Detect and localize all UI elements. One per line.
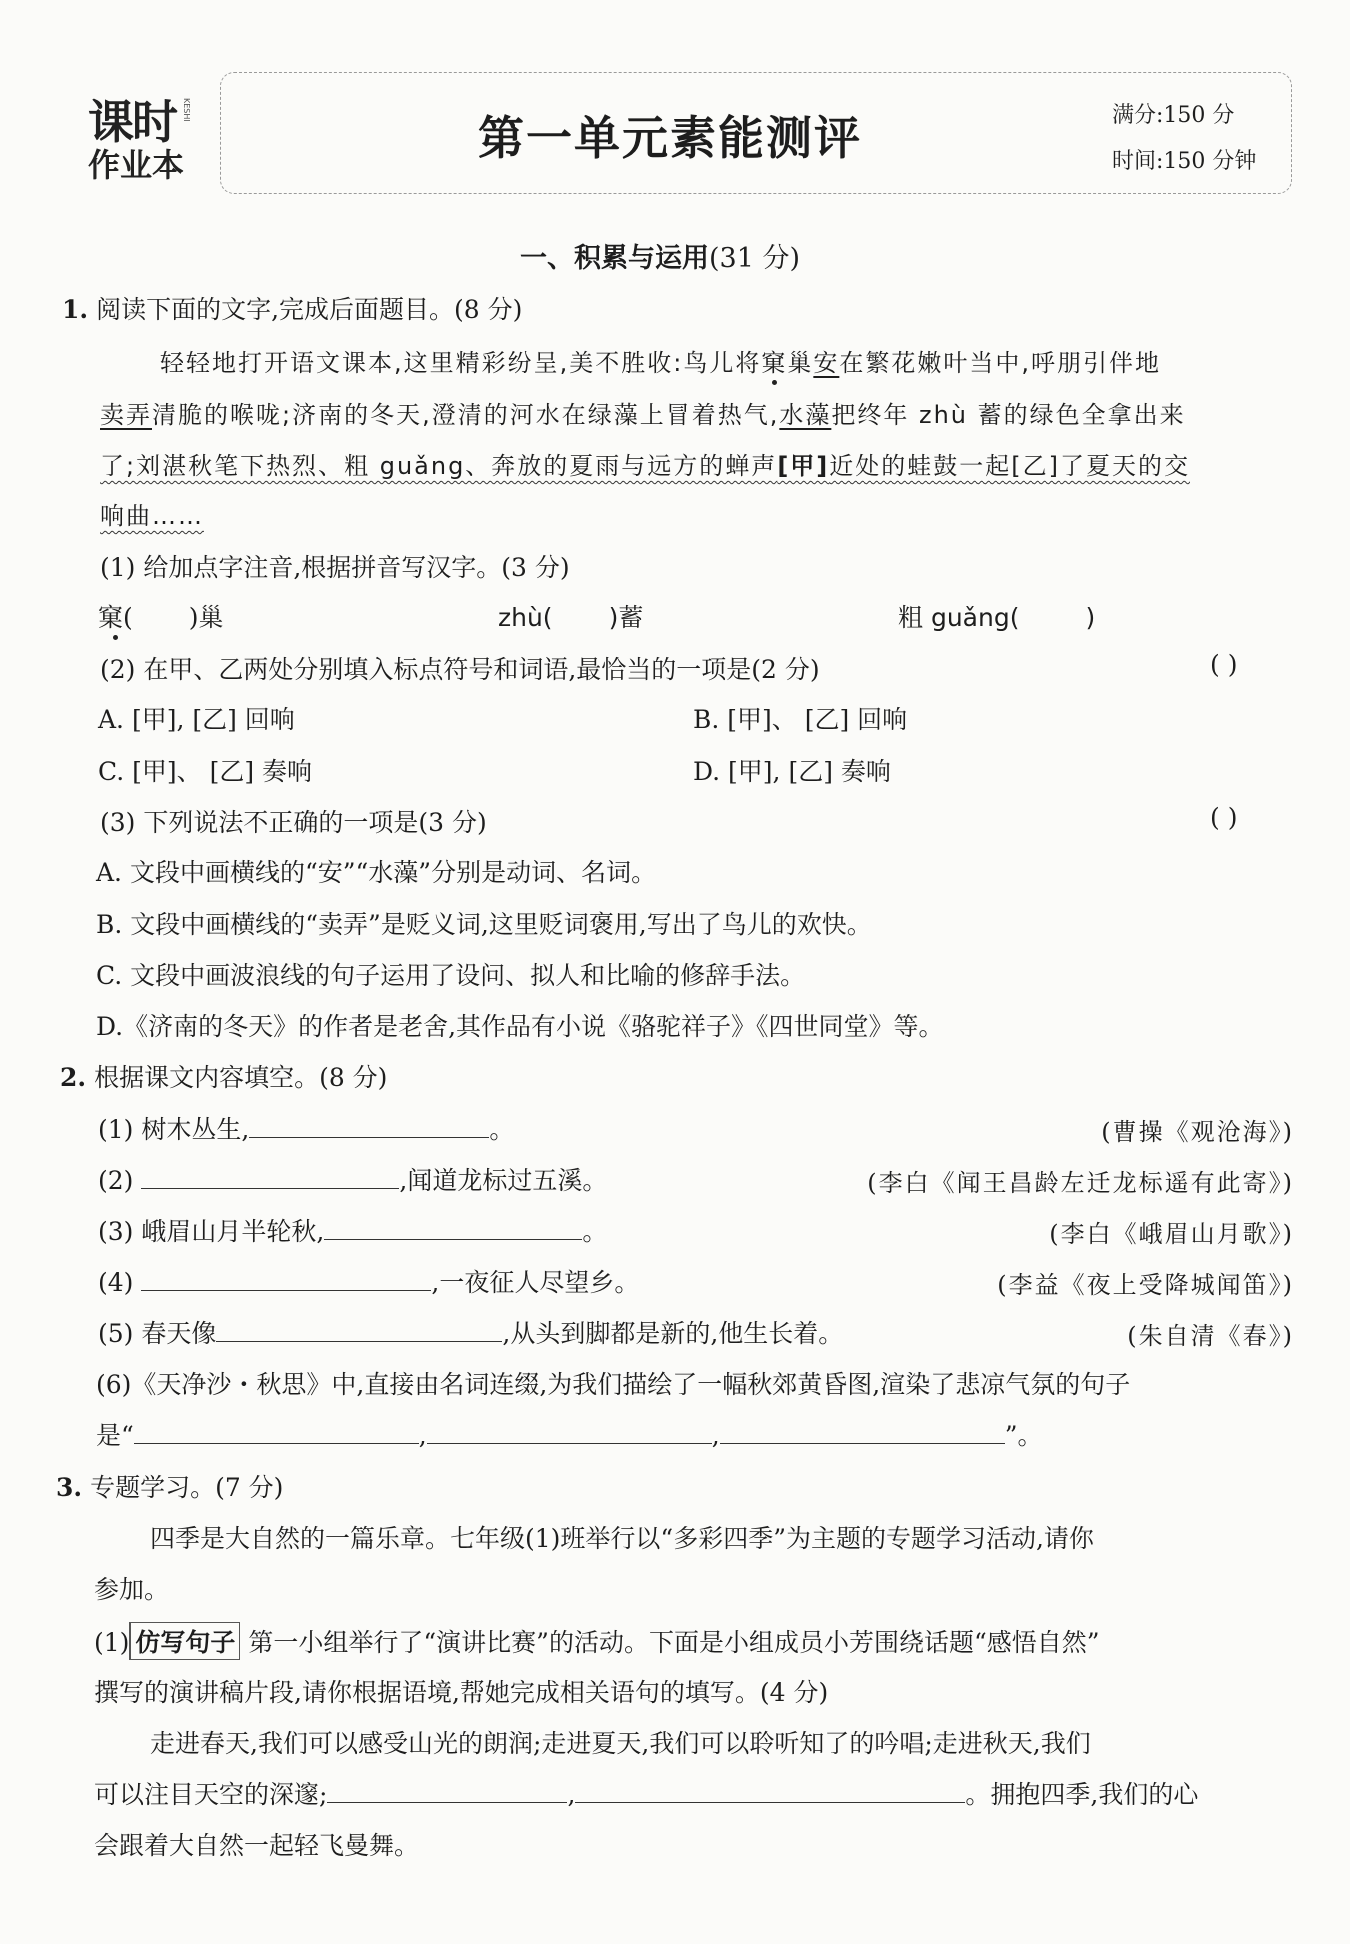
q1-sub2: (2) 在甲、乙两处分别填入标点符号和词语,最恰当的一项是(2 分) xyxy=(100,655,820,684)
question-text: 根据课文内容填空。(8 分) xyxy=(94,1063,388,1092)
task-tag: 仿写句子 xyxy=(129,1622,240,1660)
passage-line-2 xyxy=(100,395,1186,430)
item-text: ,闻道龙标过五溪。 xyxy=(399,1166,608,1195)
item-text: ”。 xyxy=(1004,1421,1043,1450)
logo-keshi: 课时 xyxy=(88,95,176,149)
passage-text: 清脆的喉咙;济南的冬天,澄清的河水在绿藻上冒着热气, xyxy=(152,401,780,429)
question-text: 专题学习。(7 分) xyxy=(90,1473,284,1502)
sub1-item-b xyxy=(498,598,643,634)
speech-line-2 xyxy=(94,1775,1198,1811)
wavy-text: 响曲…… xyxy=(100,502,204,530)
fill-blank[interactable] xyxy=(720,1421,1005,1444)
item-text: )蓄 xyxy=(608,603,644,632)
item-text: ,一夜征人尽望乡。 xyxy=(431,1268,640,1297)
fill-blank[interactable] xyxy=(216,1319,502,1342)
underlined-word: 卖弄 xyxy=(100,401,152,429)
blank-jia: [甲] xyxy=(777,452,830,480)
time-limit: 时间:150 分钟 xyxy=(1112,149,1257,174)
fill-blank[interactable] xyxy=(134,1421,419,1444)
wavy-text: 了夏天的交 xyxy=(1059,452,1190,480)
passage-text: 把终年 zhù 蓄的绿色全拿出来 xyxy=(831,401,1186,429)
q3-prompt xyxy=(56,1468,283,1504)
item-text: , xyxy=(711,1421,720,1450)
item-text: 第一小组举行了“演讲比赛”的活动。下面是小组成员小芳围绕话题“感悟自然” xyxy=(248,1628,1100,1657)
speech-line-3: 会跟着大自然一起轻飞曼舞。 xyxy=(94,1831,420,1860)
option-c[interactable]: C. [甲]、 [乙] 奏响 xyxy=(98,757,313,786)
fill-blank[interactable] xyxy=(427,1421,712,1444)
question-number: 2. xyxy=(60,1063,87,1092)
q3-sub1 xyxy=(94,1622,1100,1660)
page-title: 第一单元素能测评 xyxy=(478,111,862,165)
q3-intro-line2: 参加。 xyxy=(94,1575,170,1604)
passage-line-4 xyxy=(100,496,204,531)
passage-text: 巢 xyxy=(787,349,814,377)
source-citation: (曹操《观沧海》) xyxy=(1101,1118,1294,1146)
sub1-item-a xyxy=(98,598,224,634)
q1-sub1: (1) 给加点字注音,根据拼音写汉字。(3 分) xyxy=(100,553,570,582)
option-d[interactable]: D.《济南的冬天》的作者是老舍,其作品有小说《骆驼祥子》《四世同堂》等。 xyxy=(96,1012,944,1041)
item-text: 是“ xyxy=(96,1421,134,1450)
item-text: 。 xyxy=(582,1217,608,1246)
item-text: (3) 峨眉山月半轮秋, xyxy=(98,1217,325,1246)
wavy-text: 了;刘湛秋笔下热烈、粗 guǎng、奔放的夏雨与远方的蝉声 xyxy=(100,452,778,480)
q2-item-1 xyxy=(98,1110,514,1146)
fill-blank[interactable] xyxy=(141,1268,431,1291)
fill-blank[interactable] xyxy=(249,1115,489,1138)
fill-blank[interactable] xyxy=(324,1217,582,1240)
q2-item-5 xyxy=(98,1314,843,1350)
option-d[interactable]: D. [甲], [乙] 奏响 xyxy=(693,757,891,786)
item-text: 。 xyxy=(489,1115,515,1144)
item-text: 窠( xyxy=(98,603,133,632)
item-text: , xyxy=(418,1421,427,1450)
fill-blank[interactable] xyxy=(575,1780,965,1803)
option-a[interactable]: A. [甲], [乙] 回响 xyxy=(98,705,295,734)
full-score: 满分:150 分 xyxy=(1112,103,1235,128)
item-text: (2) xyxy=(98,1166,134,1195)
source-citation: (朱自清《春》) xyxy=(1127,1322,1294,1350)
section-label: 一、积累与运用 xyxy=(520,243,709,274)
section-points: (31 分) xyxy=(709,243,801,274)
fill-blank[interactable] xyxy=(141,1166,399,1189)
blank-yi: [乙] xyxy=(1011,452,1060,480)
underlined-word: 安 xyxy=(813,349,840,377)
item-text: (5) 春天像 xyxy=(98,1319,217,1348)
q2-item-4 xyxy=(98,1263,639,1299)
item-text: )巢 xyxy=(188,603,224,632)
dotted-char: 窠 xyxy=(761,349,788,377)
logo-zuoyeben: 作业本 xyxy=(88,146,185,184)
item-text: (4) xyxy=(98,1268,134,1297)
item-text: 粗 guǎng( xyxy=(898,603,1020,632)
q1-sub3: (3) 下列说法不正确的一项是(3 分) xyxy=(100,808,487,837)
passage-text: 在繁花嫩叶当中,呼朋引伴地 xyxy=(839,349,1161,377)
q2-prompt xyxy=(60,1058,387,1094)
item-text: ) xyxy=(1085,603,1096,632)
wavy-text: 近处的蛙鼓一起 xyxy=(829,452,1012,480)
item-text: , xyxy=(567,1780,576,1809)
q2-item-2 xyxy=(98,1161,607,1197)
answer-bracket[interactable]: ( ) xyxy=(1210,803,1238,832)
item-text: 可以注目天空的深邃; xyxy=(94,1780,328,1809)
item-text: 。拥抱四季,我们的心 xyxy=(965,1780,1199,1809)
question-text: 阅读下面的文字,完成后面题目。(8 分) xyxy=(96,295,523,324)
item-text: (1) xyxy=(94,1628,130,1657)
section-heading xyxy=(520,236,800,275)
item-text: (1) 树木丛生, xyxy=(98,1115,250,1144)
logo-sub: KESHI xyxy=(182,98,191,122)
option-b[interactable]: B. 文段中画横线的“卖弄”是贬义词,这里贬词褒用,写出了鸟儿的欢快。 xyxy=(96,910,872,939)
q3-intro-line1: 四季是大自然的一篇乐章。七年级(1)班举行以“多彩四季”为主题的专题学习活动,请你 xyxy=(150,1524,1094,1553)
q2-item-6-line1: (6)《天净沙・秋思》中,直接由名词连缀,为我们描绘了一幅秋郊黄昏图,渲染了悲凉气氛的句子 xyxy=(96,1370,1131,1399)
sub1-item-c xyxy=(898,598,1095,634)
fill-blank[interactable] xyxy=(327,1780,567,1803)
passage-line-3 xyxy=(100,446,1190,481)
answer-bracket[interactable]: ( ) xyxy=(1210,650,1238,679)
option-a[interactable]: A. 文段中画横线的“安”“水藻”分别是动词、名词。 xyxy=(96,858,657,887)
q3-sub1-line2: 撰写的演讲稿片段,请你根据语境,帮她完成相关语句的填写。(4 分) xyxy=(94,1678,829,1707)
underlined-word: 水藻 xyxy=(779,401,832,429)
source-citation: (李白《闻王昌龄左迁龙标遥有此寄》) xyxy=(867,1169,1294,1197)
passage-line-1 xyxy=(160,343,1161,378)
option-c[interactable]: C. 文段中画波浪线的句子运用了设问、拟人和比喻的修辞手法。 xyxy=(96,961,806,990)
source-citation: (李白《峨眉山月歌》) xyxy=(1049,1220,1294,1248)
item-text: zhù( xyxy=(498,603,553,632)
item-text: ,从头到脚都是新的,他生长着。 xyxy=(502,1319,844,1348)
q2-item-6-line2 xyxy=(96,1416,1042,1452)
q2-item-3 xyxy=(98,1212,607,1248)
question-number: 1. xyxy=(62,295,89,324)
source-citation: (李益《夜上受降城闻笛》) xyxy=(997,1271,1294,1299)
passage-text: 轻轻地打开语文课本,这里精彩纷呈,美不胜收:鸟儿将 xyxy=(160,349,762,377)
question-number: 3. xyxy=(56,1473,83,1502)
q1-prompt xyxy=(62,290,522,326)
speech-line-1: 走进春天,我们可以感受山光的朗润;走进夏天,我们可以聆听知了的吟唱;走进秋天,我们 xyxy=(150,1729,1091,1758)
option-b[interactable]: B. [甲]、 [乙] 回响 xyxy=(693,705,908,734)
